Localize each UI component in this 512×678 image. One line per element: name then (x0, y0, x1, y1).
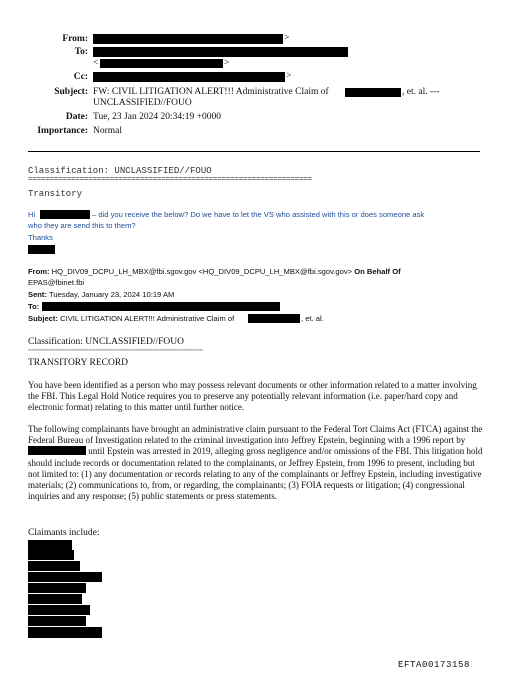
bates-number: EFTA00173158 (398, 660, 471, 670)
redaction-from (93, 34, 283, 44)
fwd-sent-label: Sent: (28, 290, 47, 299)
importance-label: Importance: (37, 126, 88, 136)
reply-hi: Hi (28, 210, 36, 219)
redaction-claimant-7 (28, 605, 90, 615)
redaction-claimant-3 (28, 561, 80, 571)
fwd-subject-text-2: , et. al. (301, 314, 324, 323)
fwd-subject-text-1: CIVIL LITIGATION ALERT!!! Administrative Claim of (60, 314, 235, 323)
importance-value: Normal (93, 126, 123, 136)
legal-hold-paragraph-2 (28, 424, 483, 502)
subject-text-2: , et. al. --- (402, 87, 440, 97)
redaction-claimant-2 (28, 550, 74, 560)
from-tail: > (284, 33, 290, 43)
body-classification: Classification: UNCLASSIFIED//FOUO (28, 337, 184, 347)
body-separator: ==================================================== (28, 347, 204, 354)
subject-line-2: UNCLASSIFIED//FOUO (93, 98, 192, 108)
redaction-claimant-4 (28, 572, 102, 582)
redaction-subject (345, 88, 401, 97)
reply-message-line2: who they are send this to them? (28, 221, 136, 230)
redaction-to (93, 47, 348, 57)
date-label: Date: (65, 112, 88, 122)
cc-label: Cc: (73, 72, 88, 82)
fwd-subject-row (28, 314, 234, 323)
redaction-fwd-to (42, 302, 280, 311)
fwd-to-label (28, 302, 39, 311)
fwd-on-behalf: On Behalf Of (354, 267, 401, 276)
subject-text-1: FW: CIVIL LITIGATION ALERT!!! Administrative Claim of (93, 87, 329, 97)
fwd-sent-row (28, 290, 174, 299)
from-label: From: (62, 34, 88, 44)
fwd-from-label: From: (28, 267, 50, 276)
fwd-to-label-text: To: (28, 302, 40, 311)
cc-tail: > (286, 71, 292, 81)
reply-transitory: Transitory (28, 189, 83, 199)
redaction-to-2 (100, 59, 223, 68)
subject-label: Subject: (54, 87, 88, 97)
redaction-claimant-9 (28, 627, 102, 638)
redaction-signature (28, 245, 55, 254)
para2-part-a: The following complainants have brought an administrative claim pursuant to the Federal Tort Claims Act (FTCA) against the Federal Bureau of Investigation related to the criminal investigation into Jeffrey Epstein, beginning with a 1996 report by (28, 424, 483, 446)
reply-thanks: Thanks (28, 233, 53, 242)
header-rule (28, 151, 480, 152)
fwd-subject-label: Subject: (28, 314, 58, 323)
date-value: Tue, 23 Jan 2024 20:34:19 +0000 (93, 112, 221, 122)
body-transitory: TRANSITORY RECORD (28, 358, 129, 368)
legal-hold-paragraph-1: You have been identified as a person who may possess relevant documents or other information related to a matter involving the FBI. This Legal Hold Notice requires you to preserve any potentially relevant information (i.e. paper/hard copy and electronic format) relating to this matter until further notice. (28, 380, 477, 413)
para2-part-b: until Epstein was arrested in 2019, alleging gross negligence and/or omissions of the FBI. This litigation hold should include records or documentation related to the complainants, or Jeffrey Epstein, from 1996 to present, including but not limited to: (1) any documentation or records relating to any of the complainants or Jeffrey Epstein, including investigative materials; (2) communications to, from, or regarding, the complainants; (3) FOIA requests or litigation; (4) congressional inquiries and any response; (5) public statements or press statements. (28, 446, 483, 502)
redaction-claimant-5 (28, 583, 86, 593)
to-tail-open: < (93, 58, 99, 68)
reply-separator: ================================================================== (28, 176, 312, 184)
redaction-claimant-8 (28, 616, 86, 626)
reply-classification: Classification: UNCLASSIFIED//FOUO (28, 166, 212, 176)
fwd-from-row (28, 267, 401, 276)
fwd-from-value: HQ_DIV09_DCPU_LH_MBX@fbi.sgov.gov <HQ_DIV09_DCPU_LH_MBX@fbi.sgov.gov> (51, 267, 353, 276)
redaction-hi-name (40, 210, 90, 219)
to-label: To: (74, 47, 88, 57)
redaction-fwd-subject (248, 314, 300, 323)
redaction-claimant-6 (28, 594, 82, 604)
reply-message-line1: – did you receive the below? Do we have to let the VS who assisted with this or does someone ask (92, 210, 425, 219)
redaction-reporter (28, 446, 86, 455)
fwd-sent-value: Tuesday, January 23, 2024 10:19 AM (48, 290, 175, 299)
fwd-from-line2: EPAS@fbinet.fbi (28, 278, 85, 287)
redaction-claimant-1 (28, 540, 72, 550)
to-tail-close: > (224, 58, 230, 68)
redaction-cc (93, 72, 285, 82)
claimants-heading: Claimants include: (28, 528, 100, 538)
